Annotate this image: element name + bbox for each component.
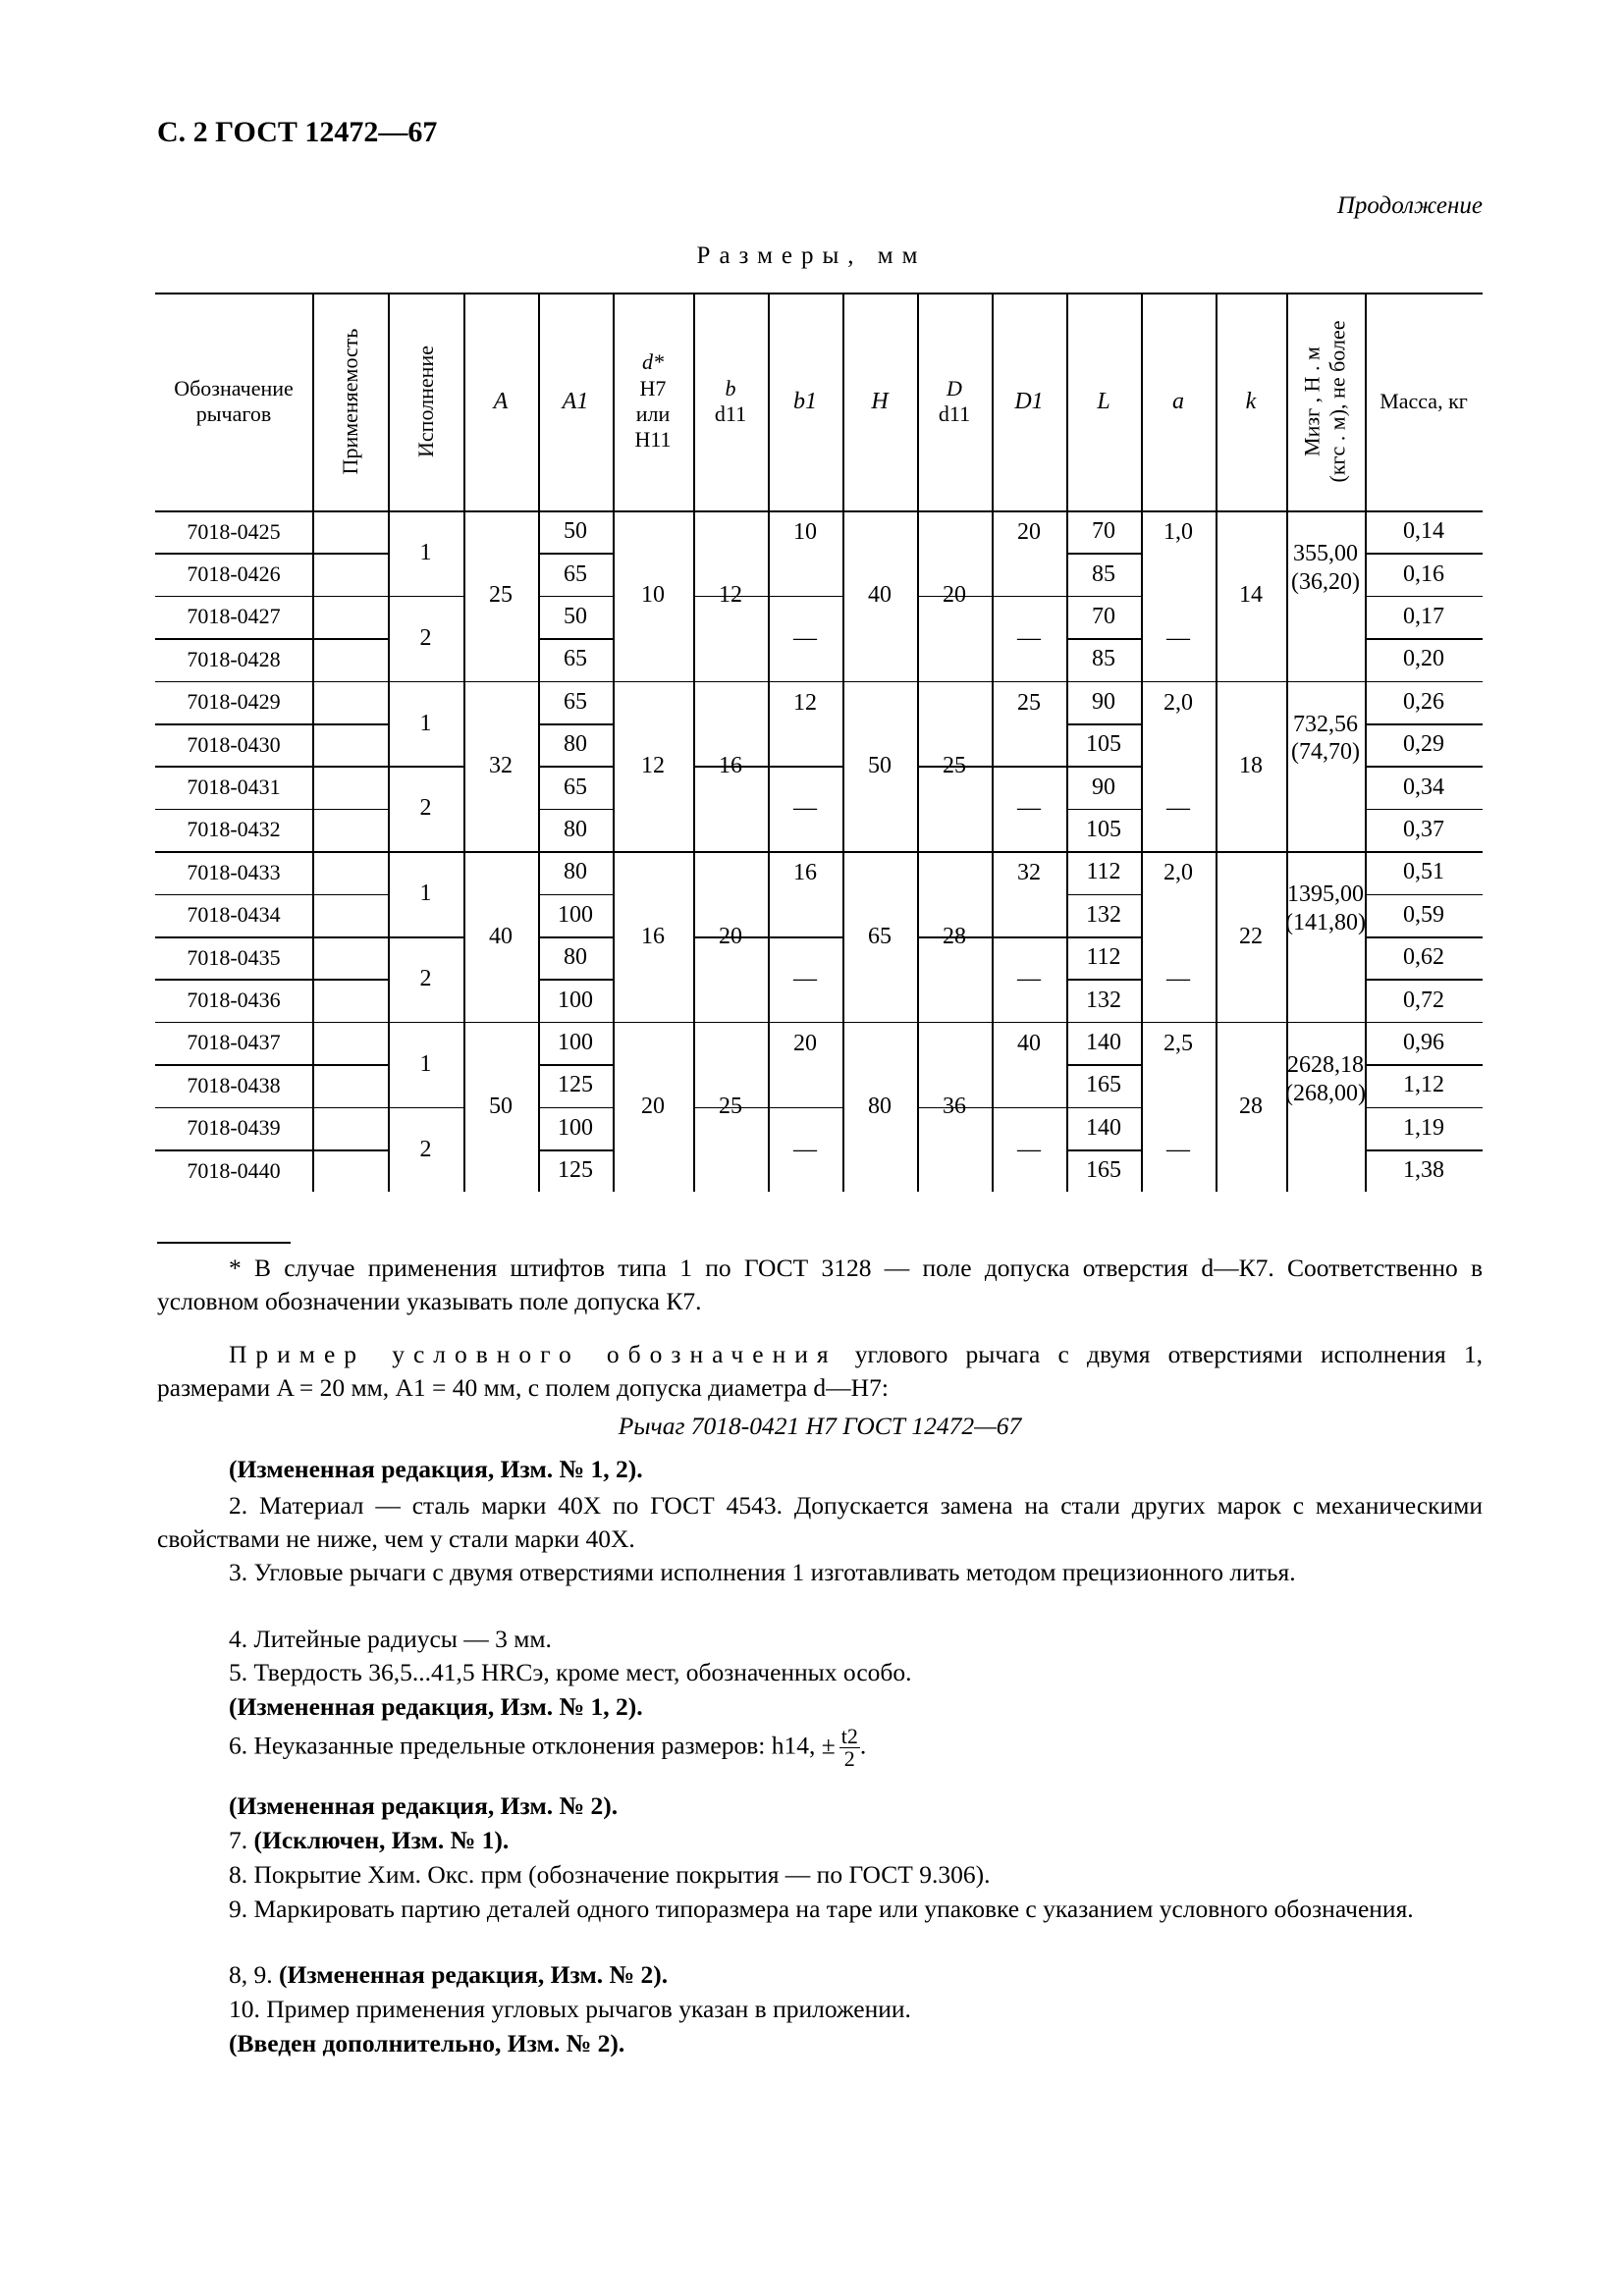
row-designation: 7018-0436 <box>187 987 281 1012</box>
group-moment-kgs: (74,70) <box>1291 739 1360 766</box>
group-h: 65 <box>868 923 892 949</box>
group-a: 50 <box>489 1094 513 1120</box>
paragraph-5: 5. Твердость 36,5...41,5 HRCэ, кроме мест, обозначенных особо. <box>229 1658 912 1686</box>
row-l: 105 <box>1086 817 1121 843</box>
header-applicability <box>312 293 388 510</box>
row-rule <box>312 809 388 811</box>
group-version-2: 2 <box>419 795 432 822</box>
row-a1: 100 <box>558 901 593 928</box>
header-k: k <box>1245 388 1257 414</box>
row-rule <box>312 681 388 683</box>
group-b: 16 <box>719 752 742 778</box>
example-formula: Рычаг 7018-0421 Н7 ГОСТ 12472—67 <box>618 1412 1022 1440</box>
group-moment <box>1286 510 1365 681</box>
group-moment-kgs: (141,80) <box>1285 909 1366 935</box>
row-rule <box>312 894 388 896</box>
paragraph-7: 7. (Исключен, Изм. № 1). <box>229 1826 510 1854</box>
row-a1: 80 <box>564 944 587 971</box>
group-b1-dash: — <box>793 1136 817 1162</box>
group-h: 50 <box>868 752 892 778</box>
row-rule <box>312 1107 388 1109</box>
group-big-d: 25 <box>943 752 966 778</box>
header-d-symbol: d* <box>642 349 664 375</box>
row-a1: 65 <box>564 688 587 715</box>
group-b1: 16 <box>793 860 817 886</box>
row-mass: 0,29 <box>1403 731 1444 758</box>
group-d1-dash: — <box>1017 624 1041 651</box>
row-a1: 100 <box>558 1114 593 1141</box>
group-moment-value: 732,56 <box>1293 711 1358 737</box>
group-a-dash: — <box>1166 1136 1190 1162</box>
row-mass: 1,19 <box>1403 1114 1444 1141</box>
row-designation: 7018-0427 <box>187 604 281 629</box>
group-moment-kgs: (268,00) <box>1285 1080 1366 1106</box>
group-b1-dash: — <box>793 624 817 651</box>
row-a1: 125 <box>558 1072 593 1098</box>
group-d1-dash: — <box>1017 795 1041 822</box>
paragraph-6: 6. Неуказанные предельные отклонения размеров: h14, ± $\frac{t2}{2}$ . <box>229 1724 867 1771</box>
group-moment-value: 355,00 <box>1293 541 1358 566</box>
row-rule <box>312 936 388 938</box>
row-rule <box>312 553 388 555</box>
levers-table <box>155 293 1483 1188</box>
row-designation: 7018-0438 <box>187 1072 281 1097</box>
header-d1: D1 <box>1014 388 1044 414</box>
header-big-d <box>917 293 992 510</box>
row-mass: 0,14 <box>1403 518 1444 545</box>
row-a1: 100 <box>558 987 593 1013</box>
group-d: 20 <box>641 1094 665 1120</box>
group-b: 20 <box>719 923 742 949</box>
group-a: 40 <box>489 923 513 949</box>
header-moment-main: Mизг , Н . м <box>1299 347 1325 456</box>
group-b1-dash: — <box>793 966 817 991</box>
row-a1: 80 <box>564 731 587 758</box>
group-b1: 12 <box>793 689 817 716</box>
group-b1: 10 <box>793 519 817 545</box>
row-rule <box>312 638 388 640</box>
header-version <box>388 293 463 510</box>
group-a-dash: — <box>1166 624 1190 651</box>
row-l: 90 <box>1092 688 1115 715</box>
header-h: H <box>871 388 889 414</box>
header-l: L <box>1097 388 1110 414</box>
row-l: 112 <box>1086 859 1121 885</box>
row-designation: 7018-0440 <box>187 1157 281 1183</box>
row-l: 140 <box>1086 1030 1121 1056</box>
row-l: 165 <box>1086 1072 1121 1098</box>
header-a: A <box>493 388 509 414</box>
header-big-d-tolerance: d11 <box>938 401 971 426</box>
row-mass: 0,20 <box>1403 646 1444 672</box>
row-rule <box>312 851 388 853</box>
row-rule <box>312 1064 388 1066</box>
paragraph-3: 3. Угловые рычаги с двумя отверстиями исполнения 1 изготавливать методом прецизионного литья. <box>229 1558 1296 1586</box>
group-a-dash: — <box>1166 966 1190 991</box>
row-mass: 0,34 <box>1403 774 1444 800</box>
row-l: 112 <box>1086 944 1121 971</box>
row-designation: 7018-0429 <box>187 689 281 715</box>
row-mass: 0,59 <box>1403 901 1444 928</box>
group-big-d: 36 <box>943 1094 966 1120</box>
group-d1: 25 <box>1017 689 1041 716</box>
row-l: 90 <box>1092 774 1115 800</box>
page-header: С. 2 ГОСТ 12472—67 <box>157 116 438 148</box>
paragraph-8-9: 8, 9. (Измененная редакция, Изм. № 2). <box>229 1960 669 1989</box>
group-a: 32 <box>489 752 513 778</box>
example-lead: Пример условного обозначения <box>229 1340 838 1368</box>
row-designation: 7018-0430 <box>187 731 281 757</box>
group-version-2: 2 <box>419 1136 432 1162</box>
row-mass: 0,16 <box>1403 561 1444 587</box>
group-k: 22 <box>1239 923 1263 949</box>
row-rule <box>312 766 388 768</box>
row-a1: 50 <box>564 518 587 545</box>
group-b: 12 <box>719 582 742 609</box>
group-d1-dash: — <box>1017 966 1041 991</box>
header-a-small: a <box>1172 388 1184 414</box>
row-designation: 7018-0426 <box>187 561 281 586</box>
group-version-1: 1 <box>419 540 432 565</box>
footnote: * В случае применения штифтов типа 1 по ГОСТ 3128 — поле допуска отверстия d—К7. Соответственно в условном обозначении указывать поле допуска К7. <box>157 1254 1483 1315</box>
header-big-d-symbol: D <box>947 375 962 400</box>
row-mass: 1,38 <box>1403 1157 1444 1184</box>
group-b1-dash: — <box>793 795 817 822</box>
continuation-label: Продолжение <box>1336 192 1483 219</box>
row-mass: 0,96 <box>1403 1030 1444 1056</box>
group-moment-value: 2628,18 <box>1287 1051 1364 1078</box>
group-d1: 32 <box>1017 860 1041 886</box>
row-a1: 80 <box>564 859 587 885</box>
header-b-symbol: b <box>725 375 736 400</box>
example-text: углового рычага с двумя отверстиями исполнения 1, размерами A = 20 мм, A1 = 40 мм, с полем допуска диаметра d—Н7: <box>157 1340 1483 1402</box>
row-l: 165 <box>1086 1157 1121 1184</box>
group-d1: 40 <box>1017 1030 1041 1056</box>
row-rule <box>312 1149 388 1151</box>
group-version-2: 2 <box>419 624 432 651</box>
row-rule <box>312 723 388 725</box>
row-l: 132 <box>1086 901 1121 928</box>
group-moment-kgs: (36,20) <box>1291 568 1360 595</box>
group-moment-value: 1395,00 <box>1287 881 1364 908</box>
header-version-text: Исполнение <box>412 346 438 457</box>
row-designation: 7018-0437 <box>187 1030 281 1055</box>
group-moment <box>1286 681 1365 852</box>
group-a-small: 2,0 <box>1163 689 1193 716</box>
group-version-1: 1 <box>419 881 432 907</box>
row-mass: 0,26 <box>1403 688 1444 715</box>
group-d: 16 <box>641 923 665 949</box>
group-d1-dash: — <box>1017 1136 1041 1162</box>
row-l: 70 <box>1092 518 1115 545</box>
group-big-d: 20 <box>943 582 966 609</box>
row-mass: 0,62 <box>1403 944 1444 971</box>
row-rule <box>312 1022 388 1024</box>
group-k: 28 <box>1239 1094 1263 1120</box>
row-a1: 65 <box>564 774 587 800</box>
group-a: 25 <box>489 582 513 609</box>
group-k: 18 <box>1239 752 1263 778</box>
header-b <box>693 293 768 510</box>
paragraph-2: 2. Материал — сталь марки 40Х по ГОСТ 4543. Допускается замена на стали других марок с механическими свойствами не ниже, чем у стали марки 40Х. <box>157 1491 1483 1553</box>
row-designation: 7018-0435 <box>187 944 281 970</box>
group-moment <box>1286 851 1365 1022</box>
group-moment <box>1286 1022 1365 1193</box>
row-rule <box>312 596 388 598</box>
header-d <box>613 293 693 510</box>
row-l: 132 <box>1086 987 1121 1013</box>
group-a-small: 2,0 <box>1163 860 1193 886</box>
row-designation: 7018-0428 <box>187 646 281 671</box>
row-l: 85 <box>1092 561 1115 587</box>
header-designation: Обозначение рычагов <box>174 375 294 426</box>
row-designation: 7018-0439 <box>187 1115 281 1141</box>
group-version-1: 1 <box>419 710 432 736</box>
row-rule <box>312 979 388 981</box>
group-b1: 20 <box>793 1030 817 1056</box>
row-l: 140 <box>1086 1114 1121 1141</box>
amendment-3: (Измененная редакция, Изм. № 2). <box>229 1791 619 1820</box>
group-k: 14 <box>1239 582 1263 609</box>
row-mass: 0,72 <box>1403 987 1444 1013</box>
row-mass: 1,12 <box>1403 1072 1444 1098</box>
row-a1: 125 <box>558 1157 593 1184</box>
amendment-2: (Измененная редакция, Изм. № 1, 2). <box>229 1692 643 1721</box>
row-mass: 0,17 <box>1403 604 1444 630</box>
row-mass: 0,37 <box>1403 817 1444 843</box>
row-a1: 50 <box>564 604 587 630</box>
row-a1: 65 <box>564 561 587 587</box>
group-a-small: 1,0 <box>1163 519 1193 545</box>
row-a1: 65 <box>564 646 587 672</box>
header-b1: b1 <box>793 388 817 414</box>
group-big-d: 28 <box>943 923 966 949</box>
row-designation: 7018-0425 <box>187 518 281 544</box>
header-moment-text <box>1300 321 1352 483</box>
header-b-tolerance: d11 <box>714 401 747 426</box>
group-b: 25 <box>719 1094 742 1120</box>
header-a1: A1 <box>562 388 589 414</box>
row-designation: 7018-0432 <box>187 817 281 842</box>
header-moment <box>1286 293 1365 510</box>
header-mass: Масса, кг <box>1380 388 1468 413</box>
header-moment-sub: (кгс . м), не более <box>1325 320 1350 483</box>
group-h: 80 <box>868 1094 892 1120</box>
paragraph-4: 4. Литейные радиусы — 3 мм. <box>229 1625 552 1653</box>
tolerance-fraction: $\frac{t2}{2}$ <box>840 1724 858 1771</box>
row-a1: 100 <box>558 1030 593 1056</box>
row-l: 105 <box>1086 731 1121 758</box>
header-d-tolerance: Н7 или Н11 <box>634 375 672 453</box>
header-applicability-text: Применяемость <box>337 328 362 475</box>
row-designation: 7018-0434 <box>187 902 281 928</box>
paragraph-10-note: (Введен дополнительно, Изм. № 2). <box>229 2029 625 2057</box>
group-version-1: 1 <box>419 1050 432 1077</box>
paragraph-9: 9. Маркировать партию деталей одного типоразмера на таре или упаковке с указанием условного обозначения. <box>229 1895 1414 1923</box>
row-designation: 7018-0431 <box>187 774 281 799</box>
group-d1: 20 <box>1017 519 1041 545</box>
group-d: 10 <box>641 582 665 609</box>
paragraph-8: 8. Покрытие Хим. Окс. прм (обозначение покрытия — по ГОСТ 9.306). <box>229 1860 991 1889</box>
group-a-dash: — <box>1166 795 1190 822</box>
example-paragraph <box>157 1338 1483 1405</box>
row-designation: 7018-0433 <box>187 859 281 884</box>
footnote-divider <box>157 1242 291 1244</box>
group-h: 40 <box>868 582 892 609</box>
row-mass: 0,51 <box>1403 859 1444 885</box>
paragraph-10: 10. Пример применения угловых рычагов указан в приложении. <box>229 1995 911 2023</box>
row-a1: 80 <box>564 817 587 843</box>
group-d: 12 <box>641 752 665 778</box>
row-l: 85 <box>1092 646 1115 672</box>
row-l: 70 <box>1092 604 1115 630</box>
dimensions-caption: Размеры, мм <box>696 242 927 269</box>
amendment-1: (Измененная редакция, Изм. № 1, 2). <box>229 1455 643 1483</box>
group-version-2: 2 <box>419 966 432 991</box>
group-a-small: 2,5 <box>1163 1030 1193 1056</box>
